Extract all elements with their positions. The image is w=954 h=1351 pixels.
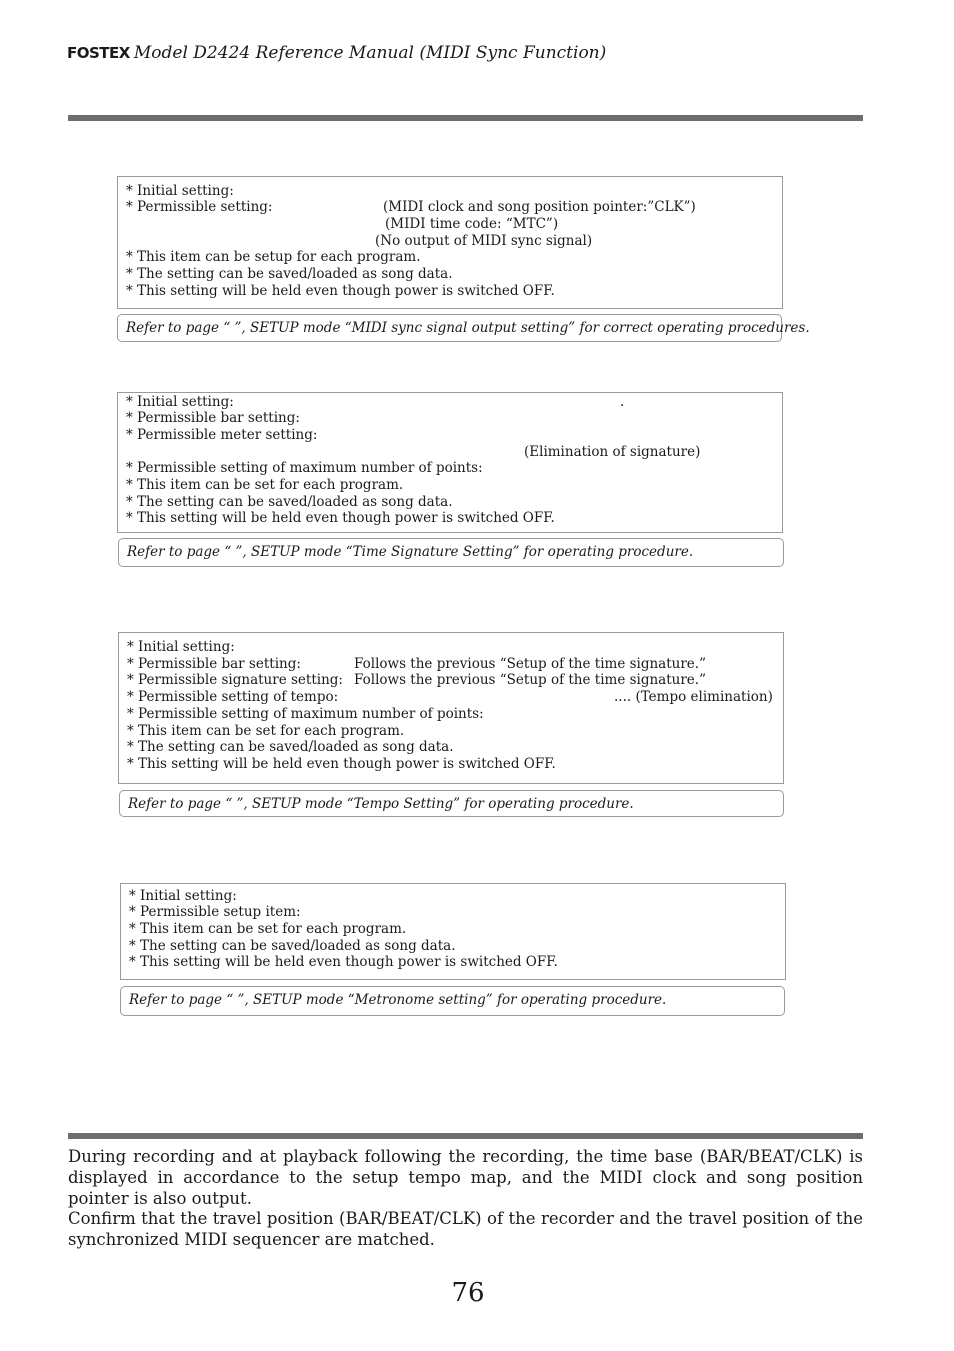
spec-line: * Permissible setting of maximum number of points: bbox=[126, 460, 483, 476]
spec-line: * Initial setting: bbox=[129, 888, 237, 904]
page-header bbox=[67, 43, 606, 63]
reference-note: Refer to page “ ”, SETUP mode “MIDI sync signal output setting” for correct operating procedures. bbox=[117, 314, 782, 342]
spec-line: * Permissible signature setting: bbox=[127, 672, 343, 688]
spec-line: * This setting will be held even though power is switched OFF. bbox=[126, 510, 555, 526]
spec-line: * Permissible bar setting: bbox=[126, 410, 300, 426]
spec-line: * The setting can be saved/loaded as song data. bbox=[126, 494, 453, 510]
spec-line: * Permissible setting of tempo: bbox=[127, 689, 339, 705]
body-paragraph: During recording and at playback following the recording, the time base (BAR/BEAT/CLK) is displayed in accordance to the setup tempo map, and the MIDI clock and song position pointer is also output. bbox=[68, 1147, 863, 1208]
spec-line: * This item can be set for each program. bbox=[127, 723, 405, 739]
manual-title: Model D2424 Reference Manual (MIDI Sync Function) bbox=[133, 43, 607, 63]
spec-line: * Permissible setup item: bbox=[129, 904, 301, 920]
spec-line: * Initial setting: bbox=[127, 639, 235, 655]
spec-line: * Permissible meter setting: bbox=[126, 427, 318, 443]
spec-line: * Permissible setting: bbox=[126, 199, 273, 215]
spec-line: * The setting can be saved/loaded as song data. bbox=[129, 938, 456, 954]
spec-value: Follows the previous “Setup of the time signature.” bbox=[354, 672, 706, 688]
page-number: 76 bbox=[451, 1278, 485, 1308]
reference-note: Refer to page “ ”, SETUP mode “Time Signature Setting” for operating procedure. bbox=[118, 538, 784, 567]
spec-line: * Permissible setting of maximum number of points: bbox=[127, 706, 484, 722]
spec-value: (MIDI time code: “MTC”) bbox=[385, 216, 559, 232]
reference-note: Refer to page “ ”, SETUP mode “Tempo Setting” for operating procedure. bbox=[119, 790, 784, 817]
fostex-logo: FOSTEX bbox=[67, 44, 130, 62]
spec-line: * This setting will be held even though power is switched OFF. bbox=[129, 954, 558, 970]
spec-value: (No output of MIDI sync signal) bbox=[375, 233, 593, 249]
spec-line: * Initial setting: bbox=[126, 394, 234, 410]
spec-line: * The setting can be saved/loaded as song data. bbox=[126, 266, 453, 282]
reference-note: Refer to page “ ”, SETUP mode “Metronome setting” for operating procedure. bbox=[120, 986, 785, 1016]
spec-line: * Permissible bar setting: bbox=[127, 656, 301, 672]
spec-value: .... (Tempo elimination) bbox=[614, 689, 773, 705]
spec-value: Follows the previous “Setup of the time signature.” bbox=[354, 656, 706, 672]
spec-line: * This item can be set for each program. bbox=[126, 477, 404, 493]
spec-line: * This setting will be held even though power is switched OFF. bbox=[127, 756, 556, 772]
spec-line: * This item can be setup for each program. bbox=[126, 249, 421, 265]
spec-line: * This item can be set for each program. bbox=[129, 921, 407, 937]
spec-line: * The setting can be saved/loaded as song data. bbox=[127, 739, 454, 755]
spec-line: * Initial setting: bbox=[126, 183, 234, 199]
header-rule bbox=[68, 115, 863, 121]
spec-value: . bbox=[620, 394, 625, 410]
spec-value: (Elimination of signature) bbox=[524, 444, 701, 460]
spec-line: * This setting will be held even though power is switched OFF. bbox=[126, 283, 555, 299]
section-rule bbox=[68, 1133, 863, 1139]
body-paragraph: Confirm that the travel position (BAR/BEAT/CLK) of the recorder and the travel position of the synchronized MIDI sequencer are matched. bbox=[68, 1209, 863, 1249]
spec-value: (MIDI clock and song position pointer:”CLK”) bbox=[383, 199, 696, 215]
